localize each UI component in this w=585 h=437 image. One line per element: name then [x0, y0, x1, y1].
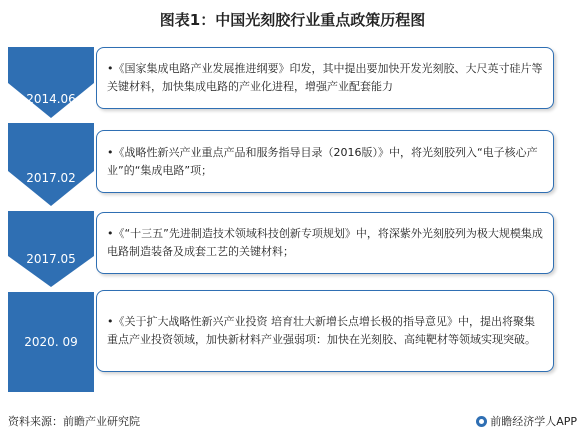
timeline-date-1: 2014.06	[26, 92, 76, 106]
brand-credit	[476, 413, 577, 429]
timeline-date-2: 2017.02	[26, 171, 76, 185]
brand-logo-icon	[476, 416, 487, 427]
timeline-arrow-1	[8, 47, 94, 118]
chart-title: 图表1：中国光刻胶行业重点政策历程图	[159, 11, 426, 29]
timeline-card-text: •《国家集成电路产业发展推进纲要》印发，其中提出要加快开发光刻胶、大尺英寸硅片等关键材料，加快集成电路的产业化进程，增强产业配套能力	[107, 62, 543, 93]
timeline-card-4	[96, 290, 554, 372]
timeline-card-text: •《关于扩大战略性新兴产业投资 培育壮大新增长点增长极的指导意见》中，提出将聚集重点产业投资领域，加快新材料产业强弱项：加快在光刻胶、高纯靶材等领域实现突破。	[107, 315, 536, 346]
timeline-arrow-3	[8, 211, 94, 287]
timeline-arrow-2	[8, 123, 94, 206]
timeline-card-text: •《“十三五”先进制造技术领域科技创新专项规划》中，将深紫外光刻胶列为极大规模集成电路制造装备及成套工艺的关键材料；	[107, 227, 543, 258]
timeline-card-3	[96, 212, 554, 274]
source-note: 资料来源：前瞻产业研究院	[8, 415, 140, 428]
timeline-card-text: •《战略性新兴产业重点产品和服务指导目录（2016版）》中，将光刻胶列入“电子核心产业”的“集成电路”项；	[107, 145, 538, 177]
timeline-card-1	[96, 47, 554, 109]
timeline-card-2	[96, 130, 554, 193]
timeline-date-4: 2020. 09	[24, 335, 78, 349]
brand-name: 前瞻经济学人APP	[490, 415, 577, 428]
timeline-date-3: 2017.05	[26, 252, 76, 266]
